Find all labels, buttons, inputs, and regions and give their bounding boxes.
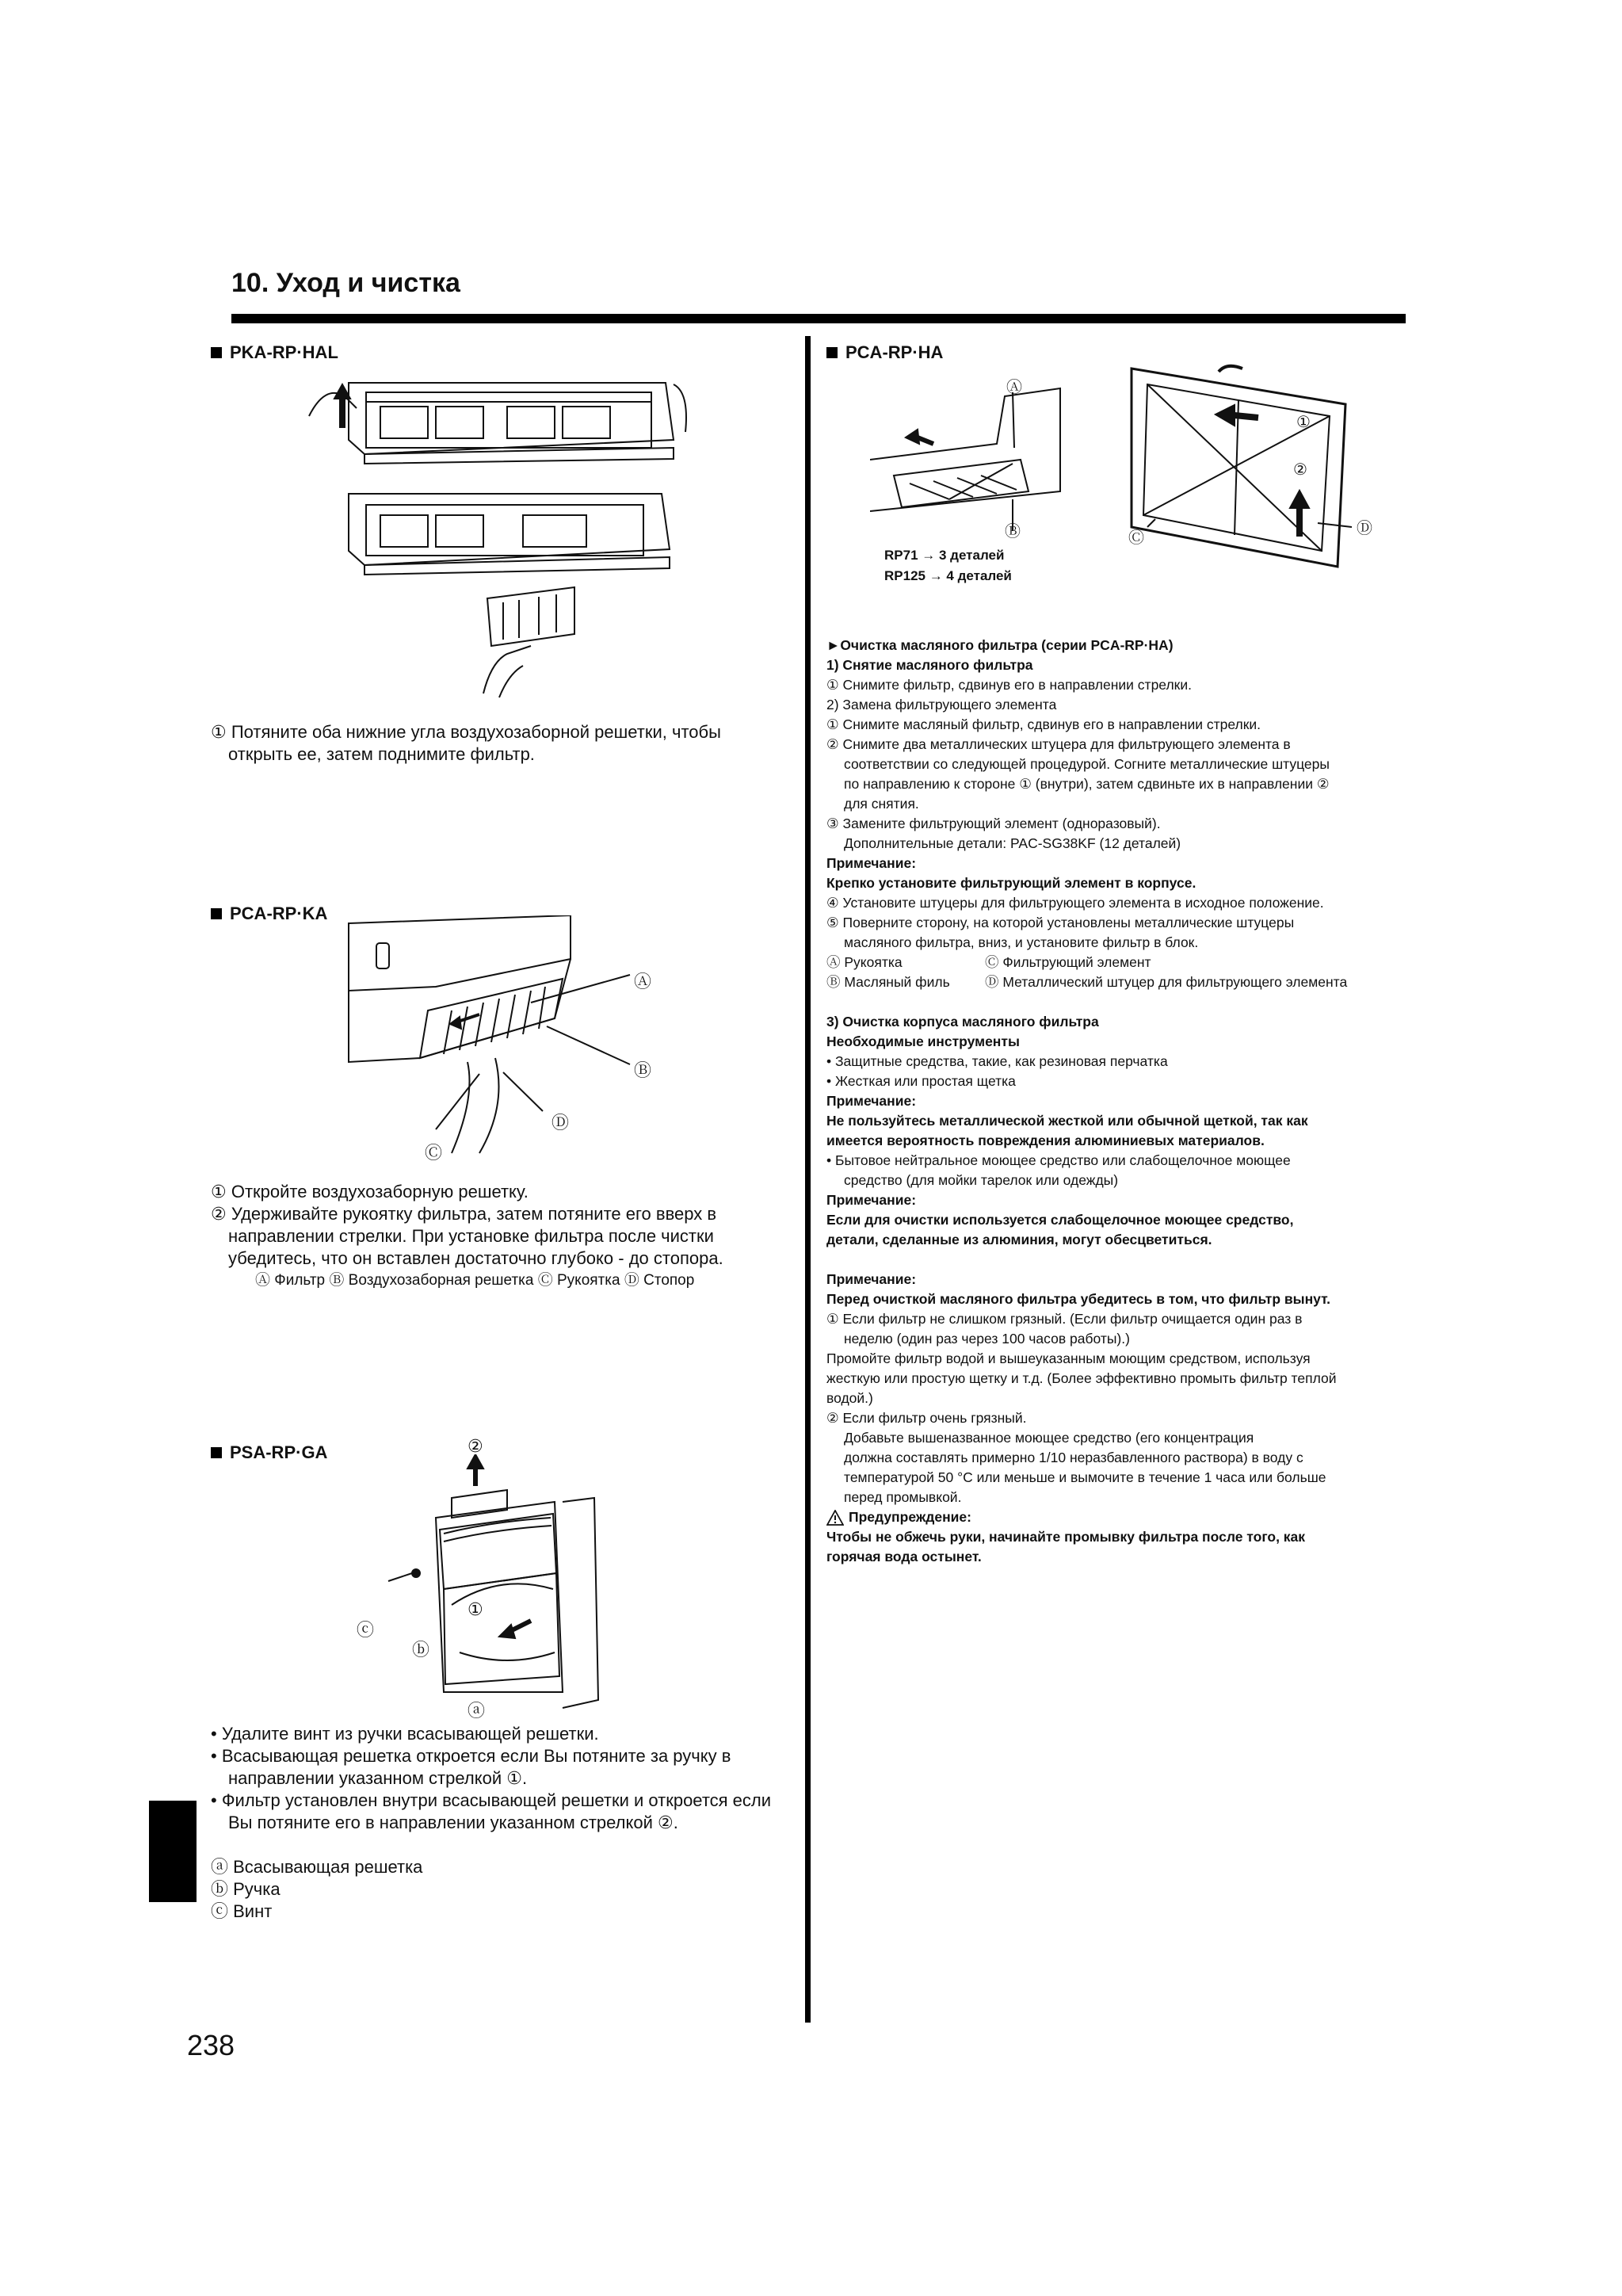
section-heading-pca-ha-label: PCA-RP·HA xyxy=(845,342,944,362)
clean-case2-line2: Добавьте вышеназванное моющее средство (его концентрация xyxy=(844,1430,1254,1446)
oil-filter-title: ►Очистка масляного фильтра (серии PCA-RP·HA) xyxy=(826,637,1174,653)
pca-ka-label-a: Ⓐ xyxy=(634,972,652,991)
psa-legend-a: ⓐ Всасывающая решетка xyxy=(211,1857,423,1877)
title-rule xyxy=(231,314,1406,323)
replace-step3: ③ Замените фильтрующий элемент (одноразовый). xyxy=(826,816,1161,831)
column-divider xyxy=(805,336,811,2023)
note-text-1: Крепко установите фильтрующий элемент в корпусе. xyxy=(826,875,1196,891)
clean-case1-line3: Промойте фильтр водой и вышеуказанным моющим средством, используя xyxy=(826,1350,1311,1366)
figure-pca-ha-filter xyxy=(1124,361,1353,575)
clean-case2-line1: ② Если фильтр очень грязный. xyxy=(826,1410,1027,1426)
pca-ka-step1: ① Откройте воздухозаборную решетку. xyxy=(211,1182,529,1201)
section-heading-psa xyxy=(211,1442,327,1463)
psa-label-b: ⓑ xyxy=(412,1640,430,1660)
clean-case2-line5: перед промывкой. xyxy=(844,1489,962,1505)
tools-item1: • Защитные средства, такие, как резиновая перчатка xyxy=(826,1053,1168,1069)
replace-heading: 2) Замена фильтрующего элемента xyxy=(826,697,1057,712)
pca-ha-label-1: ① xyxy=(1296,414,1311,431)
pca-ha-label-d: Ⓓ xyxy=(1357,520,1372,537)
warning-text-line2: горячая вода остынет. xyxy=(826,1549,982,1564)
pca-ha-label-a: Ⓐ xyxy=(1006,379,1022,396)
note-text-2-line2: имеется вероятность повреждения алюминиевых материалов. xyxy=(826,1133,1265,1148)
psa-label-c: ⓒ xyxy=(357,1620,375,1640)
pca-ka-step2-line3: убедитесь, что он вставлен достаточно глубоко - до стопора. xyxy=(228,1248,723,1268)
replace-step2-line4: для снятия. xyxy=(844,796,919,812)
legend-c: Ⓒ Фильтрующий элемент xyxy=(985,954,1151,970)
pca-ha-part-counts xyxy=(884,545,1012,586)
psa-label-2: ② xyxy=(468,1436,483,1456)
section-heading-pca-ha xyxy=(826,342,943,363)
warning-triangle-icon xyxy=(826,1510,844,1526)
replace-step2-line3: по направлению к стороне ① (внутри), затем сдвиньте их в направлении ② xyxy=(844,776,1330,792)
psa-legend-b: ⓑ Ручка xyxy=(211,1879,281,1899)
note-label-4: Примечание: xyxy=(826,1271,917,1287)
page-number: 238 xyxy=(187,2029,235,2061)
clean-case1-line1: ① Если фильтр не слишком грязный. (Если фильтр очищается один раз в xyxy=(826,1311,1303,1327)
legend-d: Ⓓ Металлический штуцер для фильтрующего элемента xyxy=(985,974,1348,990)
replace-step4: ④ Установите штуцеры для фильтрующего элемента в исходное положение. xyxy=(826,895,1324,911)
psa-bullet2-line1: • Всасывающая решетка откроется если Вы потяните за ручку в xyxy=(211,1746,731,1766)
replace-step5-line2: масляного фильтра, вниз, и установите фильтр в блок. xyxy=(844,934,1199,950)
legend-a: Ⓐ Рукоятка xyxy=(826,954,903,970)
figure-psa-grille xyxy=(372,1454,610,1716)
removal-heading: 1) Снятие масляного фильтра xyxy=(826,657,1033,673)
square-bullet-icon xyxy=(211,347,222,358)
pca-ka-instructions xyxy=(211,1181,789,1292)
square-bullet-icon xyxy=(211,1447,222,1458)
square-bullet-icon xyxy=(826,347,838,358)
clean-case1-line5: водой.) xyxy=(826,1390,873,1406)
warning-text-line1: Чтобы не обжечь руки, начинайте промывку фильтра после того, как xyxy=(826,1529,1306,1545)
psa-bullet3-line1: • Фильтр установлен внутри всасывающей решетки и откроется если xyxy=(211,1790,772,1810)
replace-step2-line2: соответствии со следующей процедурой. Согните металлические штуцеры xyxy=(844,756,1330,772)
psa-label-a: ⓐ xyxy=(468,1701,486,1721)
section-heading-pca-ka xyxy=(211,904,327,924)
clean-case1-line4: жесткую или простую щетку и т.д. (Более эффективно промыть фильтр теплой xyxy=(826,1370,1337,1386)
pca-ha-label-2: ② xyxy=(1293,461,1307,479)
legend-row-2 xyxy=(826,972,1413,992)
figure-pca-ka-unit xyxy=(341,915,666,1161)
cleaning-heading: 3) Очистка корпуса масляного фильтра xyxy=(826,1014,1099,1030)
tools-heading: Необходимые инструменты xyxy=(826,1033,1020,1049)
pca-ha-label-b: Ⓑ xyxy=(1005,523,1021,541)
oil-filter-instructions xyxy=(826,636,1413,1567)
detergent-line1: • Бытовое нейтральное моющее средство или слабощелочное моющее xyxy=(826,1152,1291,1168)
tools-item2: • Жесткая или простая щетка xyxy=(826,1073,1016,1089)
note-text-4: Перед очисткой масляного фильтра убедитесь в том, что фильтр вынут. xyxy=(826,1291,1331,1307)
note-label-2: Примечание: xyxy=(826,1093,917,1109)
note-text-3-line2: детали, сделанные из алюминия, могут обесцветиться. xyxy=(826,1232,1212,1247)
pca-ha-label-c: Ⓒ xyxy=(1128,529,1144,547)
pka-instructions xyxy=(211,721,789,766)
side-tab-marker xyxy=(149,1801,197,1902)
clean-case1-line2: неделю (один раз через 100 часов работы).) xyxy=(844,1331,1130,1347)
note-text-2-line1: Не пользуйтесь металлической жесткой или обычной щеткой, так как xyxy=(826,1113,1308,1129)
replace-step1: ① Снимите масляный фильтр, сдвинув его в направлении стрелки. xyxy=(826,716,1261,732)
psa-legend-c: ⓒ Винт xyxy=(211,1901,273,1921)
pca-ka-step2-line1: ② Удерживайте рукоятку фильтра, затем потяните его вверх в xyxy=(211,1204,717,1224)
rp125-count: RP125 → 4 деталей xyxy=(884,568,1012,583)
psa-label-1: ① xyxy=(468,1599,483,1619)
figure-pca-ha-unit xyxy=(870,372,1068,531)
detergent-line2: средство (для мойки тарелок или одежды) xyxy=(844,1172,1119,1188)
removal-step1: ① Снимите фильтр, сдвинув его в направлении стрелки. xyxy=(826,677,1192,693)
psa-bullet1: • Удалите винт из ручки всасывающей решетки. xyxy=(211,1724,599,1744)
note-text-3-line1: Если для очистки используется слабощелочное моющее средство, xyxy=(826,1212,1294,1228)
psa-bullet2-line2: направлении указанном стрелкой ①. xyxy=(228,1768,528,1788)
figure-pka-indoor-unit xyxy=(301,361,689,701)
pca-ka-step2-line2: направлении стрелки. При установке фильтра после чистки xyxy=(228,1226,714,1246)
square-bullet-icon xyxy=(211,908,222,919)
page-title: 10. Уход и чистка xyxy=(231,268,460,298)
pca-ka-label-c: Ⓒ xyxy=(425,1143,443,1163)
legend-row-1 xyxy=(826,953,1413,972)
rp71-count: RP71 → 3 деталей xyxy=(884,548,1005,563)
psa-instructions xyxy=(211,1723,789,1923)
legend-b: Ⓑ Масляный филь xyxy=(826,974,950,990)
warning-heading xyxy=(826,1507,1413,1527)
section-heading-pca-ka-label: PCA-RP·KA xyxy=(230,904,328,923)
pca-ka-legend: Ⓐ Фильтр Ⓑ Воздухозаборная решетка Ⓒ Рукоятка Ⓓ Стопор xyxy=(255,1272,695,1289)
pka-step1-line2: открыть ее, затем поднимите фильтр. xyxy=(228,744,535,764)
clean-case2-line3: должна составлять примерно 1/10 неразбавленного раствора) в воду с xyxy=(844,1450,1303,1465)
section-heading-pka-label: PKA-RP·HAL xyxy=(230,342,338,362)
note-label-3: Примечание: xyxy=(826,1192,917,1208)
replace-step2-line1: ② Снимите два металлических штуцера для фильтрующего элемента в xyxy=(826,736,1291,752)
pka-step1-line1: ① Потяните оба нижние угла воздухозаборной решетки, чтобы xyxy=(211,722,721,742)
psa-bullet3-line2: Вы потяните его в направлении указанном стрелкой ②. xyxy=(228,1813,678,1832)
clean-case2-line4: температурой 50 °C или меньше и вымочите в течение 1 часа или больше xyxy=(844,1469,1326,1485)
pca-ka-label-b: Ⓑ xyxy=(634,1060,652,1080)
pca-ka-label-d: Ⓓ xyxy=(551,1113,570,1133)
replace-step5-line1: ⑤ Поверните сторону, на которой установлены металлические штуцеры xyxy=(826,915,1295,930)
note-label-1: Примечание: xyxy=(826,855,917,871)
section-heading-psa-label: PSA-RP·GA xyxy=(230,1442,328,1462)
replace-step3-parts: Дополнительные детали: PAC-SG38KF (12 деталей) xyxy=(844,835,1181,851)
warning-label: Предупреждение: xyxy=(849,1509,971,1525)
